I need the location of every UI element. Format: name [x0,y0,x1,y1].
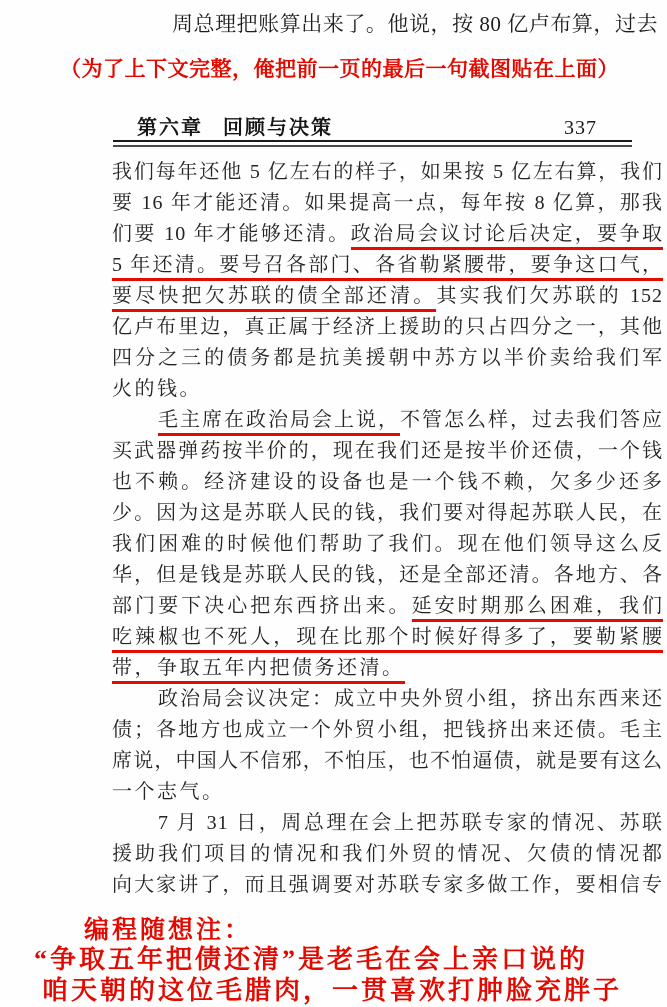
body-line [112,312,663,343]
red-underlined-text: 政治局会议讨论后决定，要争取 [351,223,663,250]
body-text-segment: 一个志气。 [112,781,225,803]
body-line [112,777,663,808]
red-underlined-text: 5 年还清。要号召各部门、各省勒紧腰带，要争这口气， [112,254,663,281]
body-line [112,498,663,529]
annotator-note-label: 编程随想注： [84,917,253,944]
body-text-segment: 我们困难的时候他们帮助了我们。现在他们领导这么反 [112,533,663,555]
body-text-segment: 火的钱。 [112,378,202,400]
red-underlined-text: 毛主席在政治局会上说， [158,409,400,436]
body-text-segment: 援助我们项目的情况和我们外贸的情况、欠债的情况都 [112,843,663,865]
body-text-segment: 7 月 31 日，周总理在会上把苏联专家的情况、苏联 [158,812,663,834]
body-text-segment: 席说，中国人不信邪，不怕压，也不怕逼债，就是要有这么 [112,750,663,772]
body-line [112,188,663,219]
body-line [112,250,663,281]
body-line [112,591,663,622]
red-underlined-text: 吃辣椒也不死人，现在比那个时候好得多了，要勒紧腰 [112,626,663,653]
chapter-title: 回顾与决策 [223,117,333,139]
body-text-segment: 少。因为这是苏联人民的钱，我们要对得起苏联人民，在 [112,502,663,524]
page-header [137,111,597,140]
body-line [112,808,663,839]
red-underlined-text: 要尽快把欠苏联的债全部还清。 [112,285,436,312]
body-line [112,684,663,715]
body-line [112,436,663,467]
body-text-block [112,157,663,901]
body-line [112,157,663,188]
body-text-segment: 政治局会议决定：成立中央外贸小组，挤出东西来还 [158,688,663,710]
body-line [112,622,663,653]
annotator-note-line2: 咱天朝的这位毛腊肉，一贯喜欢打肿脸充胖子 [42,976,623,1005]
body-text-segment: 债；各地方也成立一个外贸小组，把钱挤出来还债。毛主 [112,719,663,741]
body-text-segment: 亿卢布里边，真正属于经济上援助的只占四分之一，其他 [112,316,663,338]
body-text-segment: 也不赖。经济建设的设备也是一个钱不赖，欠多少还多 [112,471,663,493]
body-line [112,281,663,312]
annotator-note-line1: “争取五年把债还清”是老毛在会上亲口说的 [34,945,589,974]
body-text-segment: 们要 10 年才能够还清。 [112,223,351,245]
annotator-note-top: （为了上下文完整，俺把前一页的最后一句截图贴在上面） [60,57,619,81]
body-line [112,343,663,374]
body-line [112,870,663,901]
body-text-segment: 不管怎么样，过去我们答应 [400,409,663,431]
red-underlined-text: 带，争取五年内把债务还清。 [112,657,405,684]
body-line [112,746,663,777]
body-text-segment: 向大家讲了，而且强调要对苏联专家多做工作，要相信专 [112,874,663,896]
chapter-number: 第六章 [137,117,203,139]
body-line [112,219,663,250]
body-line [112,405,663,436]
red-underlined-text: 延安时期那么困难，我们 [412,595,663,622]
body-line [112,715,663,746]
body-line [112,839,663,870]
body-text-segment: 部门要下决心把东西挤出来。 [112,595,412,617]
body-line [112,560,663,591]
body-text-segment: 买武器弹药按半价的，现在我们还是按半价还债，一个钱 [112,440,663,462]
body-line [112,529,663,560]
header-rule [113,140,632,147]
body-text-segment: 华，但是钱是苏联人民的钱，还是全部还清。各地方、各 [112,564,663,586]
body-text-segment: 四分之三的债务都是抗美援朝中苏方以半价卖给我们军 [112,347,663,369]
body-line [112,653,663,684]
page-number: 337 [564,117,597,139]
body-text-segment: 我们每年还他 5 亿左右的样子，如果按 5 亿左右算，我们 [112,161,663,183]
pasted-previous-page-snippet: 周总理把账算出来了。他说，按 80 亿卢布算，过去 [172,12,658,36]
body-line [112,467,663,498]
body-line [112,374,663,405]
body-text-segment: 其实我们欠苏联的 152 [436,285,664,307]
body-text-segment: 要 16 年才能还清。如果提高一点，每年按 8 亿算，那我 [112,192,663,214]
